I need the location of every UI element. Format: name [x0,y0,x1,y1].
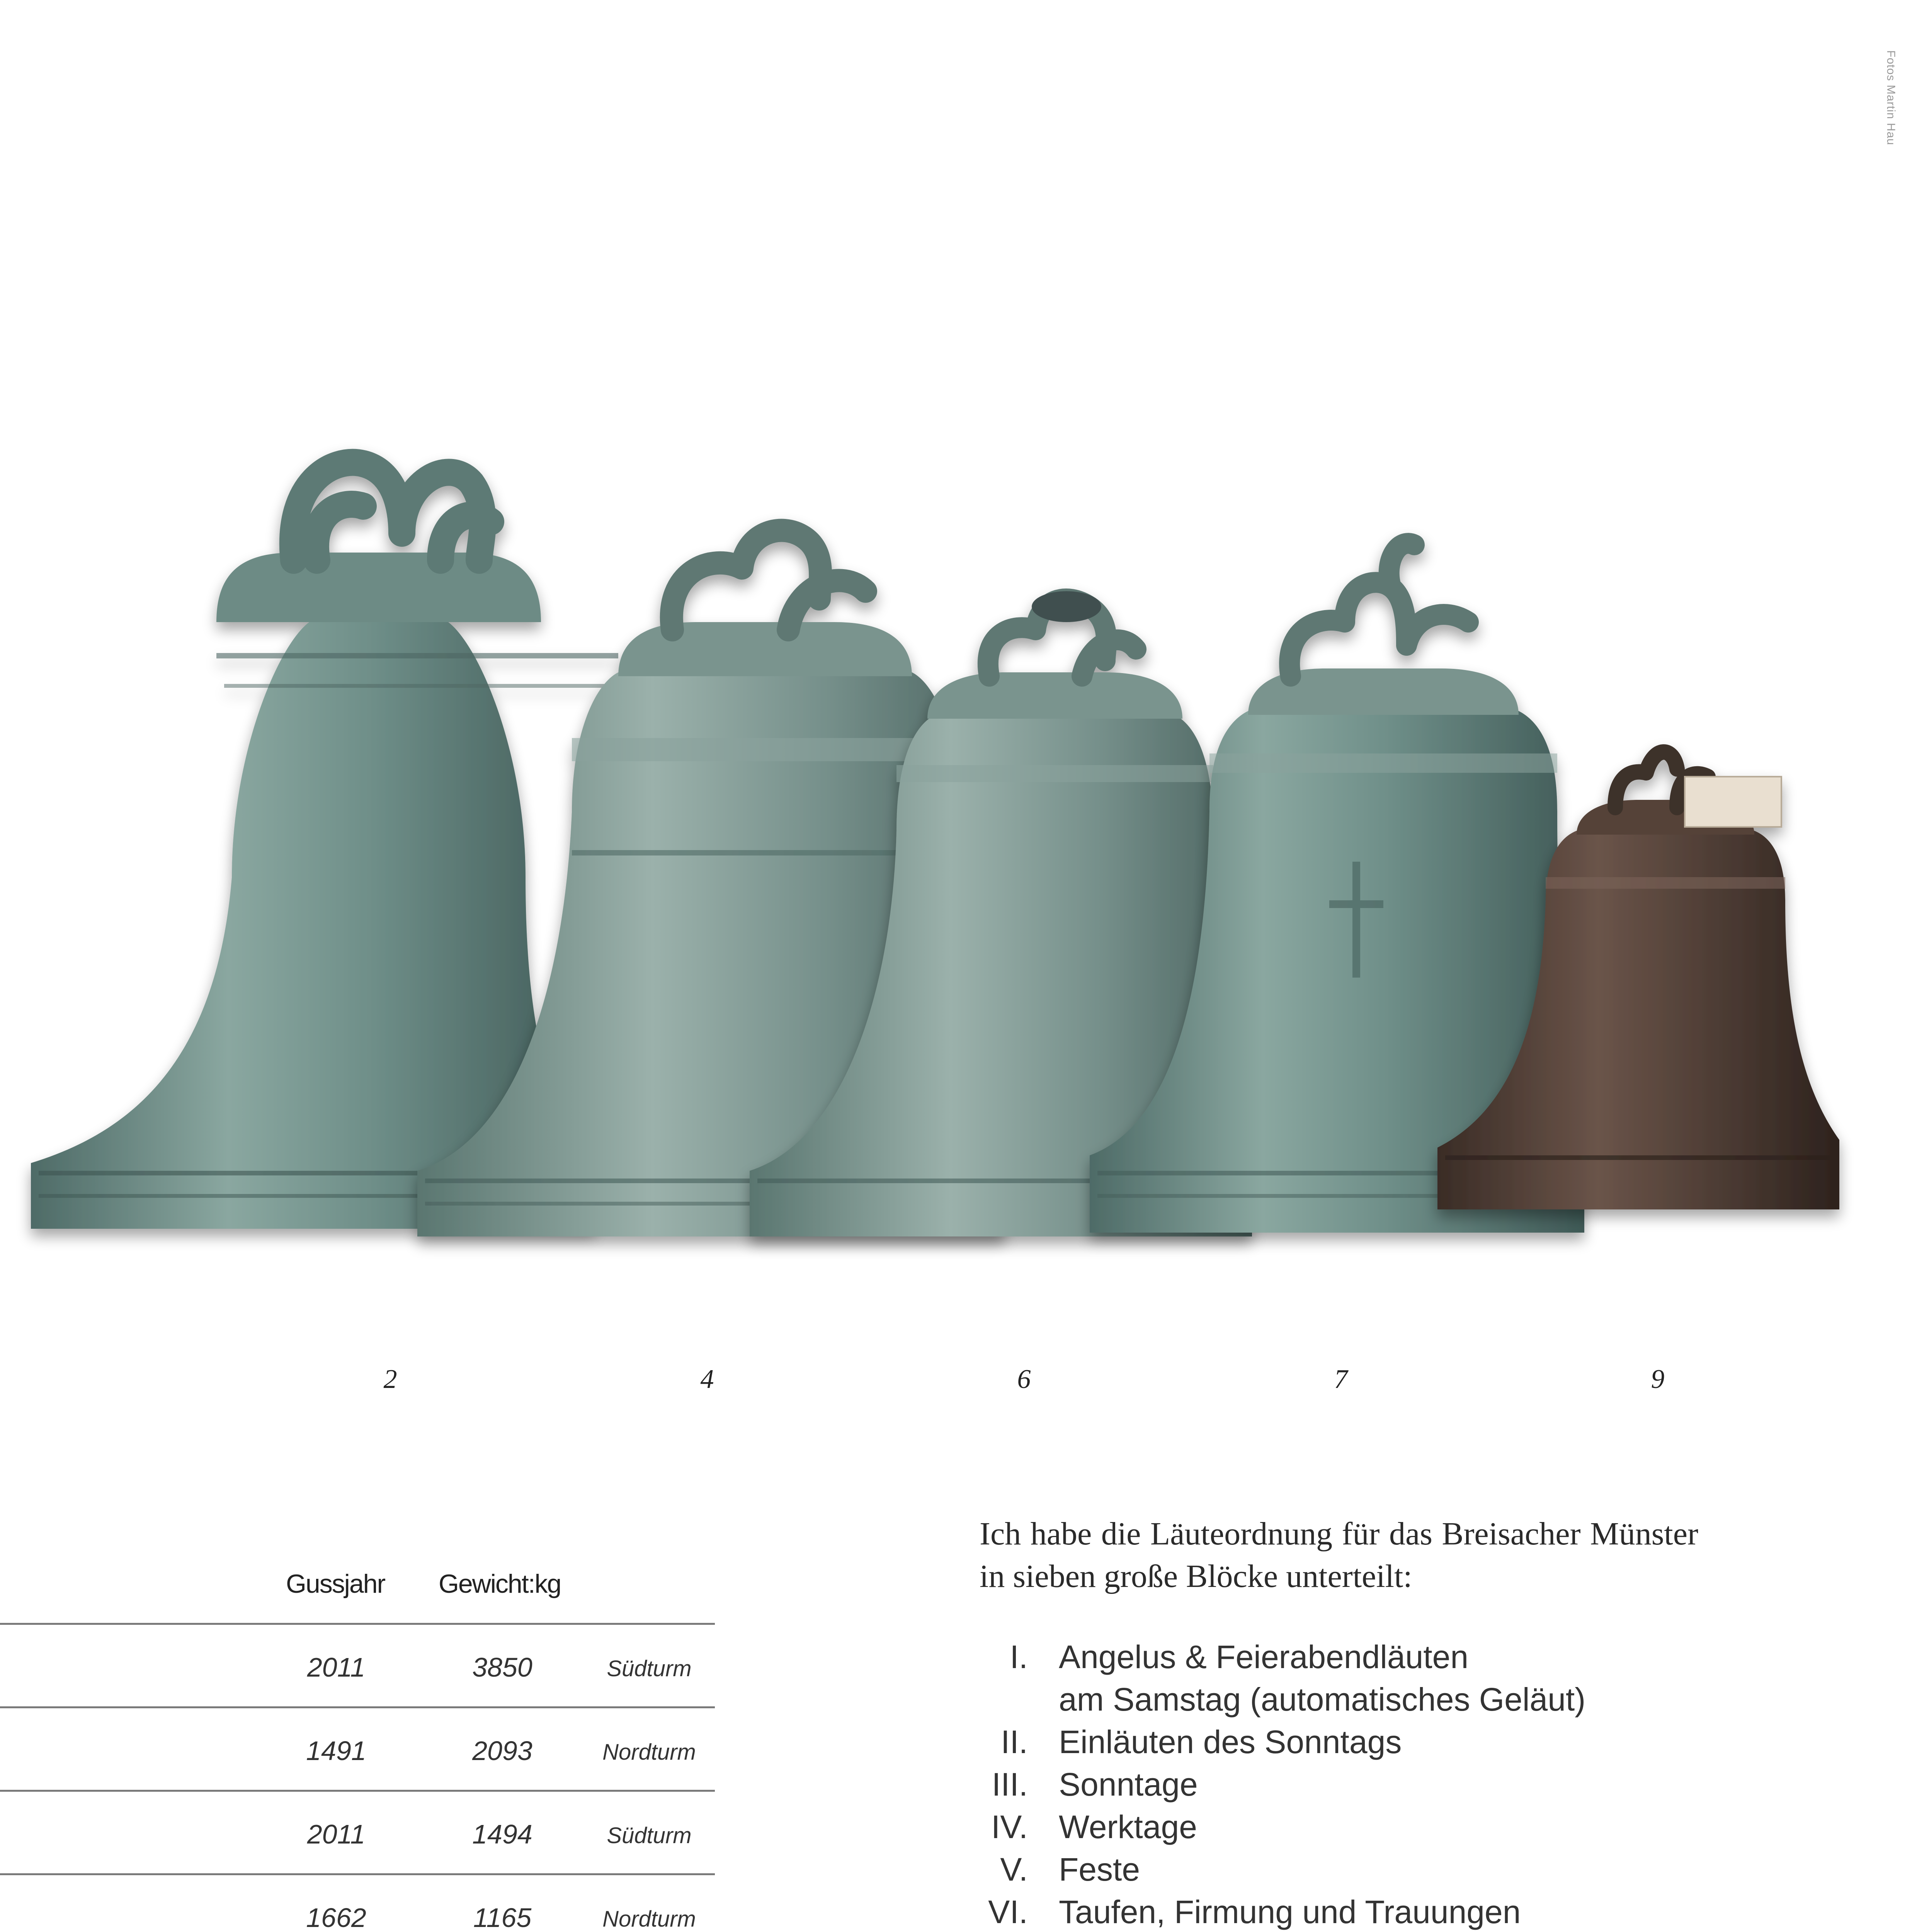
cell-year: 1662 [306,1903,366,1932]
table-divider [0,1706,715,1708]
intro-paragraph: Ich habe die Läuteordnung für das Breisacher Münster in sieben große Blöcke unterteilt: [980,1516,1698,1594]
bell-number-2: 2 [383,1364,397,1394]
cell-weight: 3850 [472,1652,532,1682]
cell-year: 1491 [306,1736,366,1766]
table-divider [0,1623,715,1625]
list-item-text: Einläuten des Sonntags [1059,1724,1402,1760]
bells-photo [15,406,1870,1294]
table-header-weight: Gewicht:kg [439,1569,561,1599]
cell-tower: Nordturm [602,1906,696,1932]
cell-weight: 2093 [472,1736,532,1766]
list-item-number: II. [1000,1724,1028,1760]
photo-credit: Fotos Martin Hau [1885,50,1897,146]
list-item-number: IV. [991,1809,1028,1845]
cell-tower: Südturm [607,1823,692,1848]
bell-number-9: 9 [1651,1364,1665,1394]
list-item-number: V. [1000,1851,1028,1888]
cell-year: 2011 [307,1819,366,1849]
table-header-year: Gussjahr [286,1569,385,1599]
cell-year: 2011 [307,1652,366,1682]
bell-number-4: 4 [700,1364,714,1394]
table-divider [0,1873,715,1875]
list-item-number: VI. [988,1894,1028,1930]
list-item-number: III. [992,1766,1028,1803]
cell-weight: 1494 [472,1819,532,1849]
bell-number-6: 6 [1017,1364,1031,1394]
list-item-number: I. [1010,1639,1028,1675]
cell-tower: Südturm [607,1656,692,1681]
list-item-text: Taufen, Firmung und Trauungen [1059,1894,1521,1930]
cell-weight: 1165 [473,1903,532,1932]
list-item-text: Feste [1059,1851,1140,1888]
bell-number-7: 7 [1334,1364,1348,1394]
table-divider [0,1790,715,1792]
list-item-text: Werktage [1059,1809,1197,1845]
list-item-text: Sonntage [1059,1766,1198,1803]
cell-tower: Nordturm [602,1740,696,1765]
